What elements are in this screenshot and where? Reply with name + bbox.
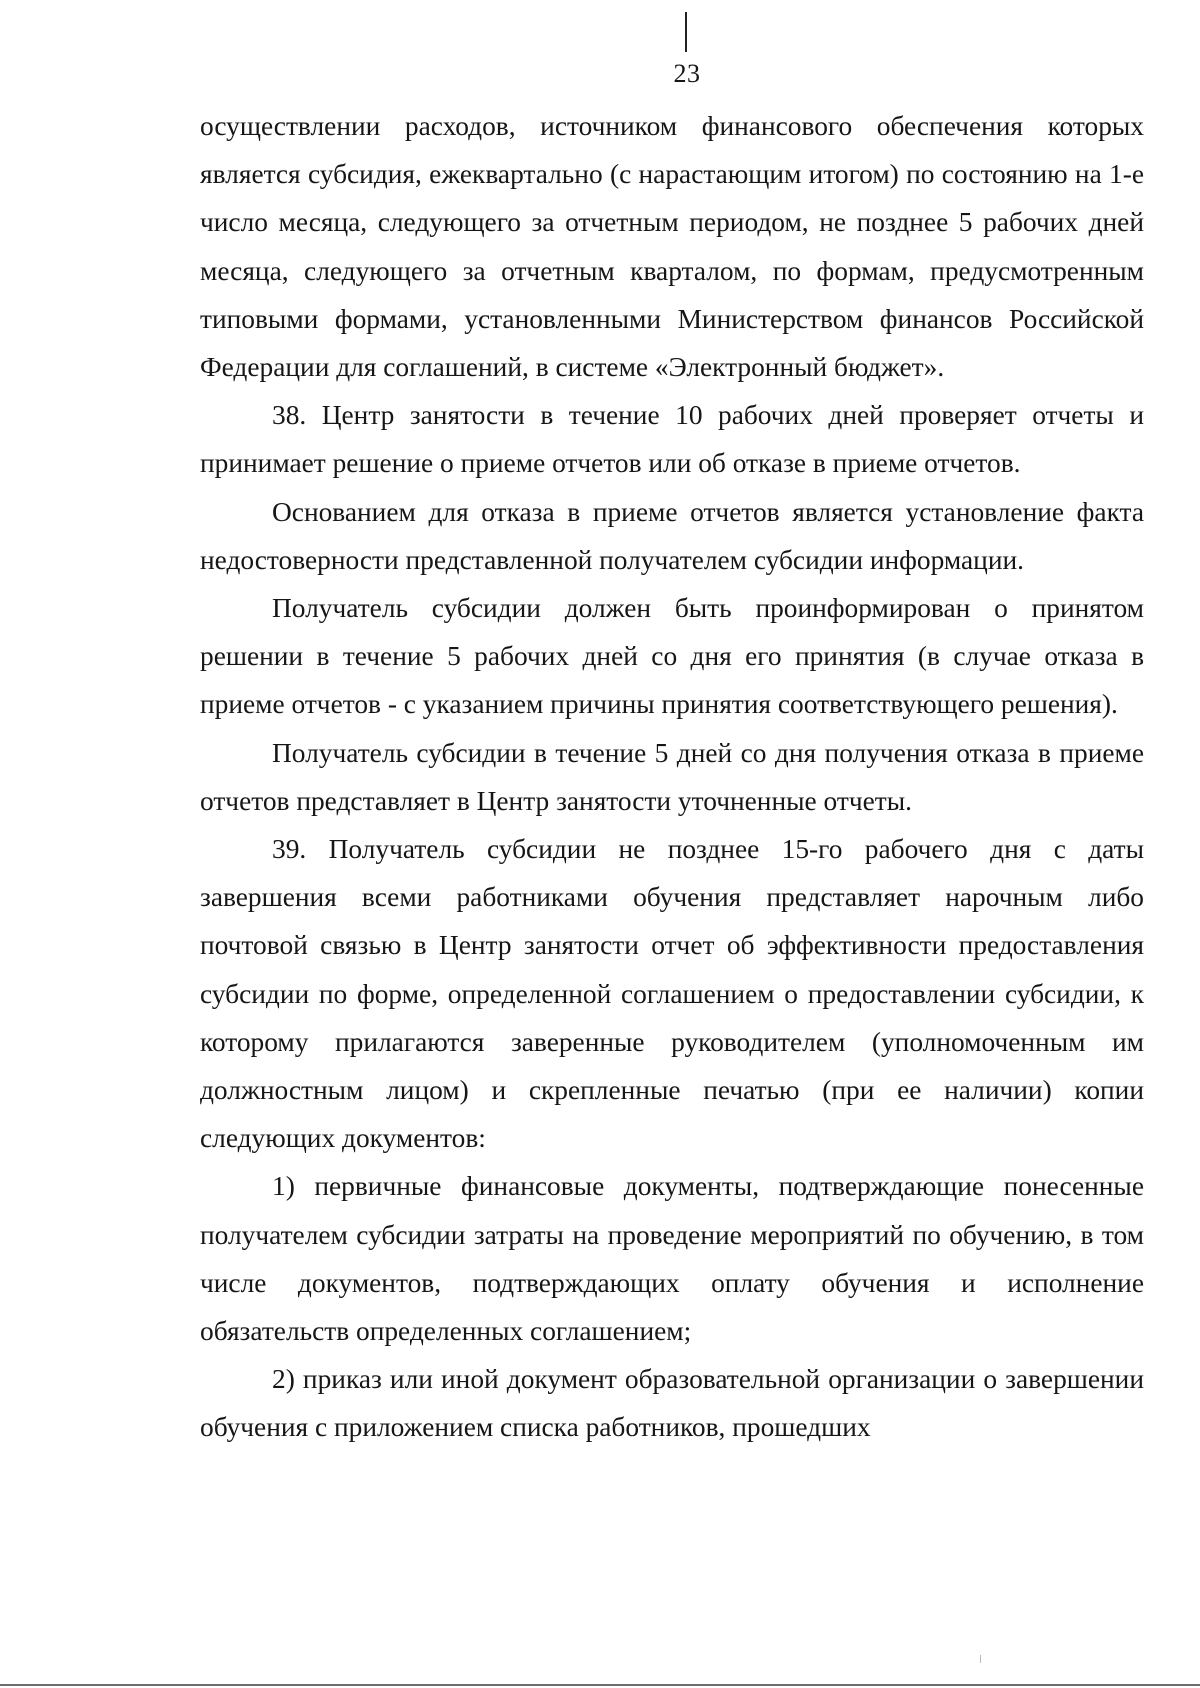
paragraph-refusal-grounds: Основанием для отказа в приеме отчетов является установление факта недостоверности представленной получателем субсидии информации. (200, 496, 1144, 575)
paragraph-notification: Получатель субсидии должен быть проинформирован о принятом решении в течение 5 рабочих дней со дня его принятия (в случае отказа в приеме отчетов - с указанием причины принятия соответствующего решения). (200, 593, 1144, 720)
paragraph-continued: осуществлении расходов, источником финансового обеспечения которых является субсидия, ежеквартально (с нарастающим итогом) по состоянию на 1-е число месяца, следующего за отчетным периодом, не позднее 5 рабочих дней месяца, следующего за отчетным кварталом, по формам, предусмотренным типовыми формами, установленными Министерством финансов Российской Федерации для соглашений, в системе «Электронный бюджет». (200, 111, 1144, 383)
scan-bottom-edge (0, 1684, 1200, 1686)
paragraph-resubmission: Получатель субсидии в течение 5 дней со дня получения отказа в приеме отчетов представляет в Центр занятости уточненные отчеты. (200, 737, 1144, 816)
list-item-1: 1) первичные финансовые документы, подтверждающие понесенные получателем субсидии затраты на проведение мероприятий по обучению, в том числе документов, подтверждающих оплату обучения и исполнение обязательств определенных соглашением; (200, 1171, 1144, 1347)
paragraph-item-38: 38. Центр занятости в течение 10 рабочих дней проверяет отчеты и принимает решение о приеме отчетов или об отказе в приеме отчетов. (200, 400, 1144, 479)
scan-margin-mark (685, 12, 687, 52)
paragraph-item-39: 39. Получатель субсидии не позднее 15-го рабочего дня с даты завершения всеми работниками обучения представляет нарочным либо почтовой связью в Центр занятости отчет об эффективности предоставления субсидии по форме, определенной соглашением о предоставлении субсидии, к которому прилагаются заверенные руководителем (уполномоченным им должностным лицом) и скрепленные печатью (при ее наличии) копии следующих документов: (200, 834, 1144, 1154)
page-number: 23 (673, 59, 701, 88)
scan-speck (980, 1655, 981, 1663)
document-body (200, 102, 1144, 1452)
list-item-2: 2) приказ или иной документ образовательной организации о завершении обучения с приложением списка работников, прошедших (200, 1364, 1144, 1443)
